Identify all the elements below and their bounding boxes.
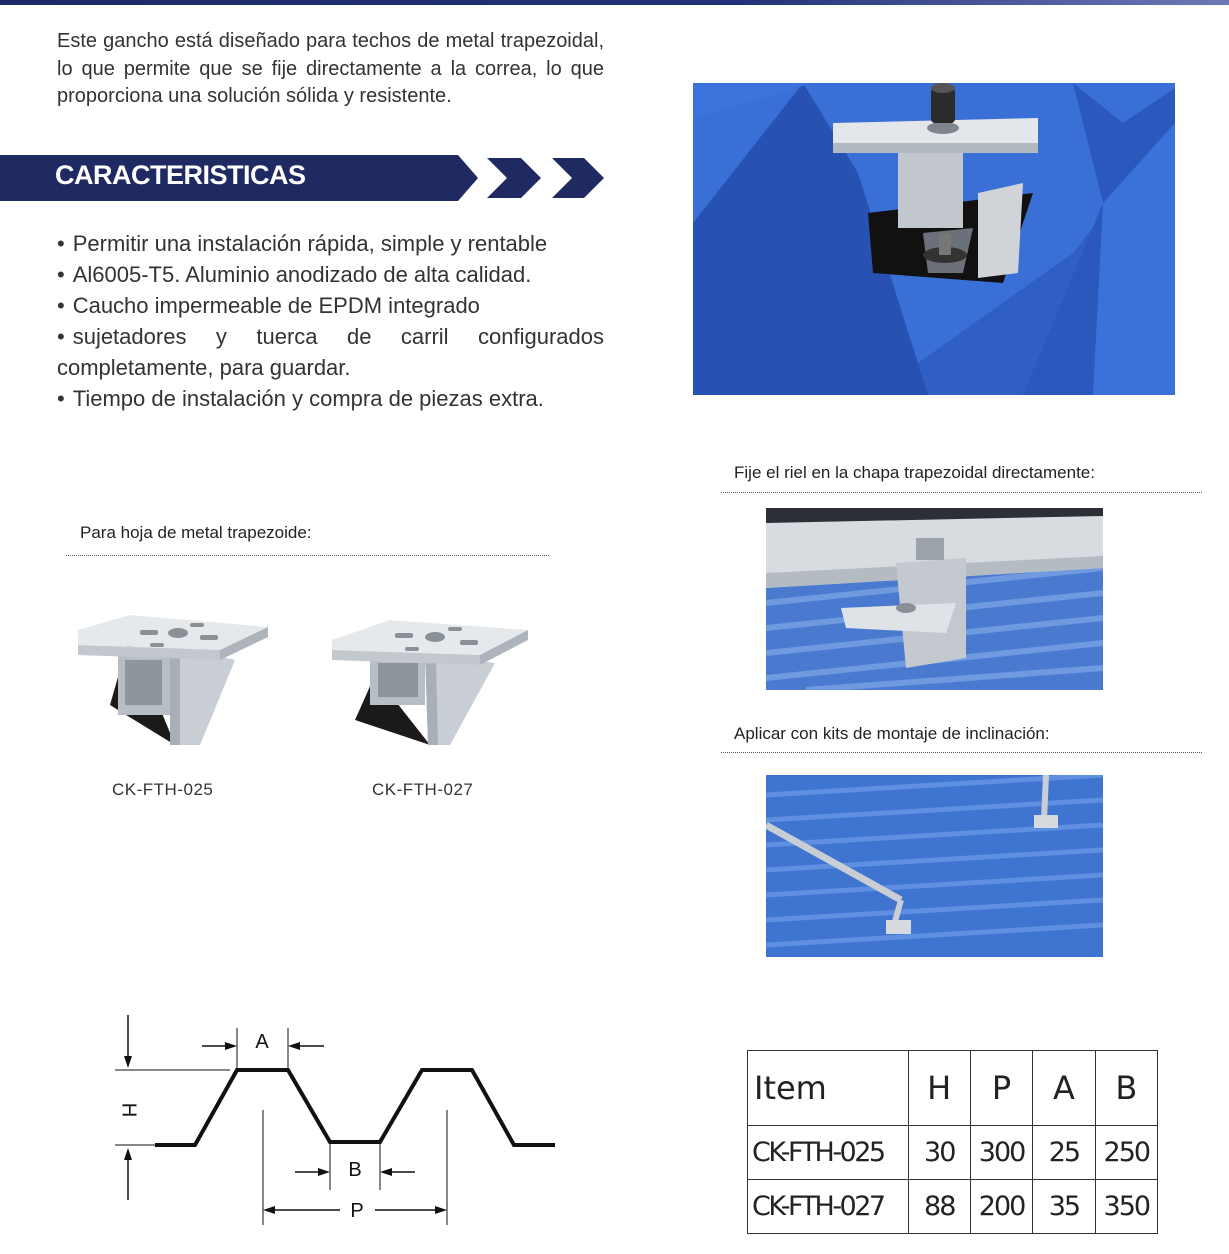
column-header: H bbox=[908, 1051, 970, 1126]
feature-item bbox=[57, 321, 604, 383]
column-header: A bbox=[1033, 1051, 1095, 1126]
caption-divider bbox=[66, 555, 549, 556]
caption-trapezoid-sheet: Para hoja de metal trapezoide: bbox=[80, 523, 312, 542]
feature-item bbox=[57, 259, 604, 290]
feature-text: Permitir una instalación rápida, simple y rentable bbox=[72, 231, 548, 256]
caption-rail-direct: Fije el riel en la chapa trapezoidal directamente: bbox=[734, 463, 1095, 482]
feature-item bbox=[57, 228, 604, 259]
bullet: • bbox=[57, 386, 65, 411]
table-cell: CK-FTH-025 bbox=[748, 1126, 909, 1180]
product-image-ck-fth-025 bbox=[70, 605, 270, 750]
table-cell: CK-FTH-027 bbox=[748, 1180, 909, 1234]
specs-table bbox=[747, 1050, 1158, 1234]
bullet: • bbox=[57, 293, 65, 318]
feature-text: Caucho impermeable de EPDM integrado bbox=[72, 293, 480, 318]
dimension-label-a: A bbox=[255, 1031, 269, 1053]
product-image-ck-fth-027 bbox=[330, 605, 530, 750]
table-row bbox=[748, 1126, 1158, 1180]
chevron-arrow-1 bbox=[487, 158, 541, 198]
rail-installation-photo bbox=[766, 508, 1103, 690]
bullet: • bbox=[57, 231, 65, 256]
intro-paragraph: Este gancho está diseñado para techos de metal trapezoidal, lo que permite que se fije directamente a la correa, lo que proporciona una solución sólida y resistente. bbox=[57, 30, 604, 107]
dimension-label-p: P bbox=[350, 1200, 364, 1222]
model-label: CK-FTH-025 bbox=[112, 780, 214, 799]
table-cell: 35 bbox=[1033, 1180, 1095, 1234]
dimension-label-h: H bbox=[117, 1102, 140, 1118]
column-header: P bbox=[970, 1051, 1032, 1126]
roof-installation-photo bbox=[693, 83, 1175, 395]
caption-divider bbox=[721, 752, 1202, 753]
model-label: CK-FTH-027 bbox=[372, 780, 474, 799]
profile-outline bbox=[155, 1070, 555, 1145]
feature-text: Al6005-T5. Aluminio anodizado de alta calidad. bbox=[72, 262, 532, 287]
top-accent-bar bbox=[0, 0, 1229, 5]
table-cell: 300 bbox=[970, 1126, 1032, 1180]
table-cell: 250 bbox=[1095, 1126, 1157, 1180]
table-cell: 200 bbox=[970, 1180, 1032, 1234]
table-row bbox=[748, 1180, 1158, 1234]
feature-text: Tiempo de instalación y compra de piezas extra. bbox=[72, 386, 544, 411]
features-list bbox=[57, 228, 604, 414]
table-cell: 88 bbox=[908, 1180, 970, 1234]
caption-divider bbox=[721, 492, 1202, 493]
feature-text: sujetadores y tuerca de carril configurados completamente, para guardar. bbox=[57, 324, 604, 380]
feature-item bbox=[57, 383, 604, 414]
table-cell: 350 bbox=[1095, 1180, 1157, 1234]
bullet: • bbox=[57, 324, 65, 349]
chevron-arrow-2 bbox=[552, 158, 604, 198]
section-title: CARACTERISTICAS bbox=[55, 160, 306, 190]
table-cell: 30 bbox=[908, 1126, 970, 1180]
dimension-label-b: B bbox=[348, 1159, 362, 1181]
tilt-kit-photo bbox=[766, 775, 1103, 957]
table-header-row bbox=[748, 1051, 1158, 1126]
column-header: Item bbox=[748, 1051, 909, 1126]
caption-tilt-kits: Aplicar con kits de montaje de inclinación: bbox=[734, 724, 1050, 743]
bullet: • bbox=[57, 262, 65, 287]
trapezoid-profile-diagram bbox=[100, 1010, 560, 1230]
column-header: B bbox=[1095, 1051, 1157, 1126]
feature-item bbox=[57, 290, 604, 321]
table-cell: 25 bbox=[1033, 1126, 1095, 1180]
